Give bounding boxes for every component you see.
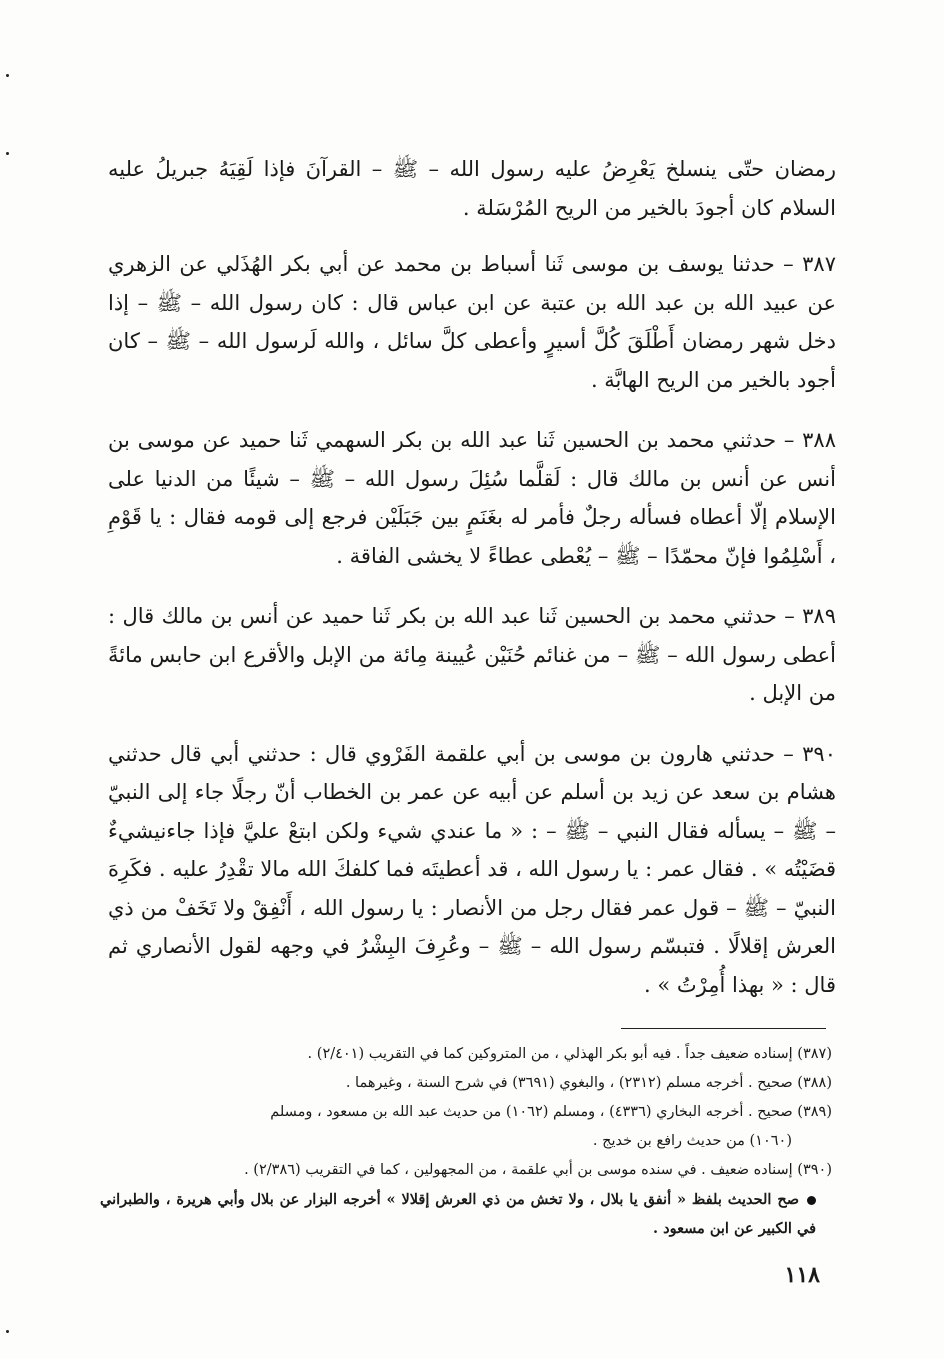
main-text [108, 150, 836, 1004]
bullet-icon [807, 1196, 816, 1205]
footnotes [100, 1040, 832, 1243]
footnote-390: (٣٩٠) إسناده ضعيف . في سنده موسى بن أبي علقمة ، من المجهولين ، كما في التقريب (٢/٣٨٦) . [244, 1162, 832, 1178]
hadith-389: ٣٨٩ – حدثني محمد بن الحسين ثَنا عبد الله بن بكر ثَنا حميد عن أنس بن مالك قال : أعطى رسول الله – ﷺ – من غنائم حُنَيْن عُيينة مِائة من الإبل والأقرع ابن حابس مائةً من الإبل . [108, 604, 836, 705]
scan-speck [6, 74, 9, 77]
footnote-387: (٣٨٧) إسناده ضعيف جداً . فيه أبو بكر الهذلي ، من المتروكين كما في التقريب (٢/٤٠١) . [307, 1046, 832, 1062]
footnote-note [100, 1185, 832, 1243]
footnote-389: (٣٨٩) صحيح . أخرجه البخاري (٤٣٣٦) ، ومسلم (١٠٦٢) من حديث عبد الله بن مسعود ، ومسلم [270, 1104, 832, 1120]
hadith-387: ٣٨٧ – حدثنا يوسف بن موسى ثَنا أسباط بن محمد عن أبي بكر الهُذَلي عن الزهري عن عبيد الله بن عبد الله بن عتبة عن ابن عباس قال : كان رسول الله – ﷺ – إذا دخل شهر رمضان أَطْلَقَ كُلَّ أسيرٍ وأعطى كلَّ سائل ، والله لَرسول الله – ﷺ – كان أجود بالخير من الريح الهابَّة . [108, 252, 836, 392]
scan-speck [6, 152, 9, 155]
hadith-390: ٣٩٠ – حدثني هارون بن موسى بن أبي علقمة الفَرْوي قال : حدثني أبي قال حدثني هشام بن سعد عن زيد بن أسلم عن أبيه عن عمر بن الخطاب أنّ رجلًا جاء إلى النبيّ – ﷺ – يسأله فقال النبي – ﷺ – : « ما عندي شيء ولكن ابتعْ عليَّ فإذا جاءنيشيءٌ قضَيْتُه » . فقال عمر : يا رسول الله ، قد أعطيتَه فما كلفكَ الله مالا تقْدِرُ عليه . فكَرِهَ النبيّ – ﷺ – قول عمر فقال رجل من الأنصار : يا رسول الله ، أَنْفِقْ ولا تَخَفْ من ذي العرش إقلالًا . فتبسّم رسول الله – ﷺ – وعُرِفَ البِشْرُ في وجهه لقول الأنصاري ثم قال : « بهذا أُمِرْتُ » . [108, 741, 836, 997]
scan-speck [6, 1330, 9, 1333]
hadith-388: ٣٨٨ – حدثني محمد بن الحسين ثَنا عبد الله بن بكر السهمي ثَنا حميد عن موسى بن أنس عن أنس بن مالك قال : لَقلَّما سُئِلَ رسول الله – ﷺ – شيئًا من الدنيا على الإسلام إلّا أعطاه فسأله رجلٌ فأمر له بغَنَمٍ بين جَبَلَيْن فرجع إلى قومه فقال : يا قَوْمِ ، أَسْلِمُوا فإنّ محمّدًا – ﷺ – يُعْطى عطاءً لا يخشى الفاقة . [108, 428, 836, 568]
footnote-389-continued: (١٠٦٠) من حديث رافع بن خديج . [592, 1133, 792, 1149]
page-number: ١١٨ [784, 1262, 820, 1288]
footnote-388: (٣٨٨) صحيح . أخرجه مسلم (٢٣١٢) ، والبغوي (٣٦٩١) في شرح السنة ، وغيرهما . [345, 1075, 832, 1091]
paragraph-continuation: رمضان حتّى ينسلخ يَعْرِضُ عليه رسول الله – ﷺ – القرآنَ فإذا لَقِيَهُ جبريلُ عليه السلام كان أجودَ بالخير من الريح المُرْسَلة . [108, 157, 836, 220]
footnote-note-text: صح الحديث بلفظ « أنفق يا بلال ، ولا تخش من ذي العرش إقلالا » أخرجه البزار عن بلال وأبي هريرة ، والطبراني في الكبير عن ابن مسعود . [100, 1191, 816, 1237]
footnote-divider [621, 1028, 826, 1029]
